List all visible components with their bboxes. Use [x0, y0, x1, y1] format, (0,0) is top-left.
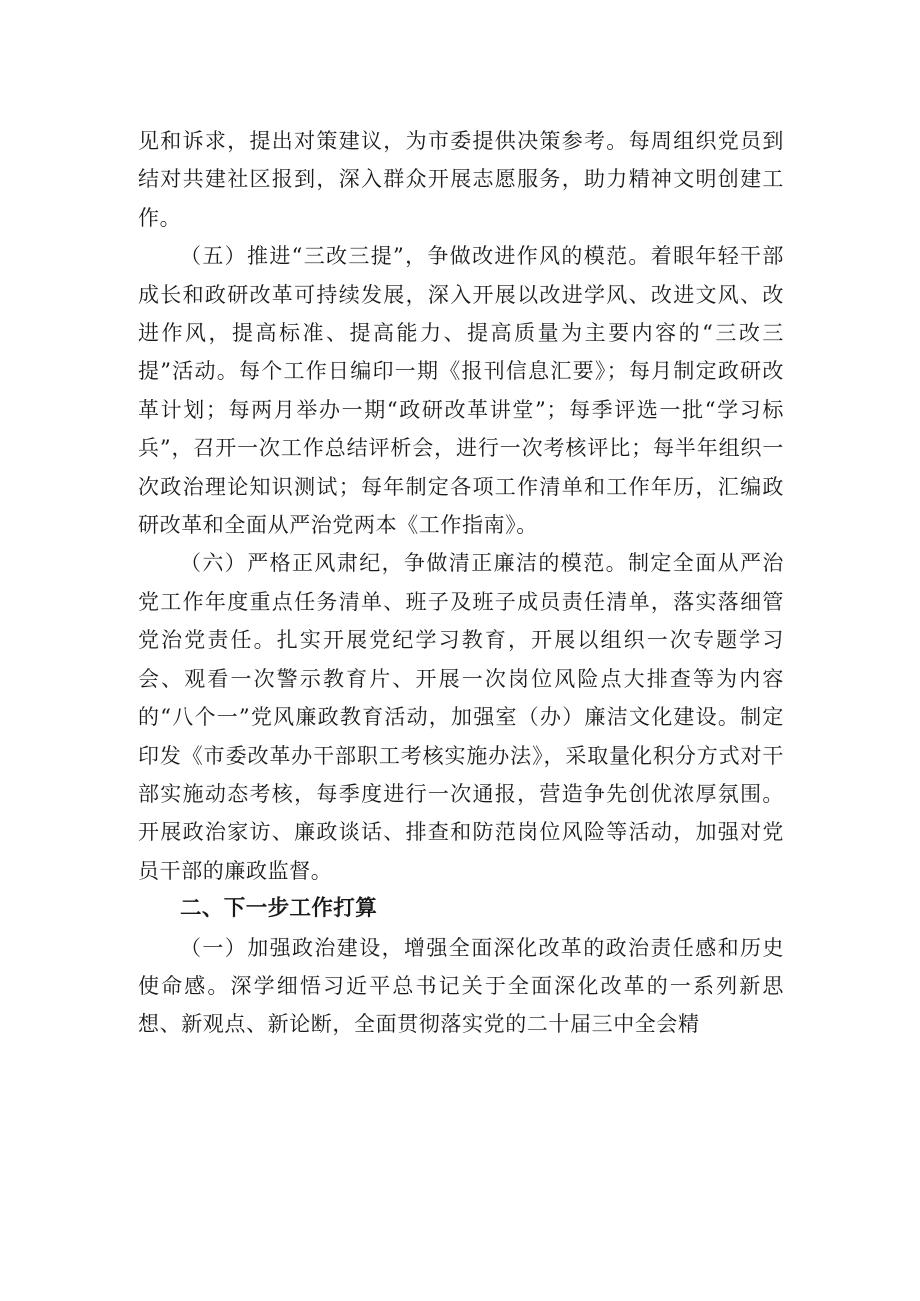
paragraph-item-5: （五）推进“三改三提”，争做改进作风的模范。着眼年轻干部成长和政研改革可持续发展，深入开展以改进学风、改进文风、改进作风，提高标准、提高能力、提高质量为主要内容的“三改三提”活动。每个工作日编印一期《报刊信息汇要》；每月制定政研改革计划；每两月举办一期“政研改革讲堂”；每季评选一批“学习标兵”，召开一次工作总结评析会，进行一次考核评比；每半年组织一次政治理论知识测试；每年制定各项工作清单和工作年历，汇编政研改革和全面从严治党两本《工作指南》。: [138, 244, 784, 538]
section-heading: 二、下一步工作打算: [180, 896, 378, 922]
paragraph-item-6: （六）严格正风肃纪，争做清正廉洁的模范。制定全面从严治党工作年度重点任务清单、班子及班子成员责任清单，落实落细管党治党责任。扎实开展党纪学习教育，开展以组织一次专题学习会、观看一次警示教育片、开展一次岗位风险点大排查等为内容的“八个一”党风廉政教育活动，加强室（办）廉洁文化建设。制定印发《市委改革办干部职工考核实施办法》，采取量化积分方式对干部实施动态考核，每季度进行一次通报，营造争先创优浓厚氛围。开展政治家访、廉政谈话、排查和防范岗位风险等活动，加强对党员干部的廉政监督。: [138, 551, 784, 883]
paragraph-continued: 见和诉求，提出对策建议，为市委提供决策参考。每周组织党员到结对共建社区报到，深入群众开展志愿服务，助力精神文明创建工作。: [138, 129, 784, 230]
paragraph-next-item-1: （一）加强政治建设，增强全面深化改革的政治责任感和历史使命感。深学细悟习近平总书记关于全面深化改革的一系列新思想、新观点、新论断，全面贯彻落实党的二十届三中全会精: [138, 935, 784, 1037]
document-body: [138, 122, 784, 1044]
